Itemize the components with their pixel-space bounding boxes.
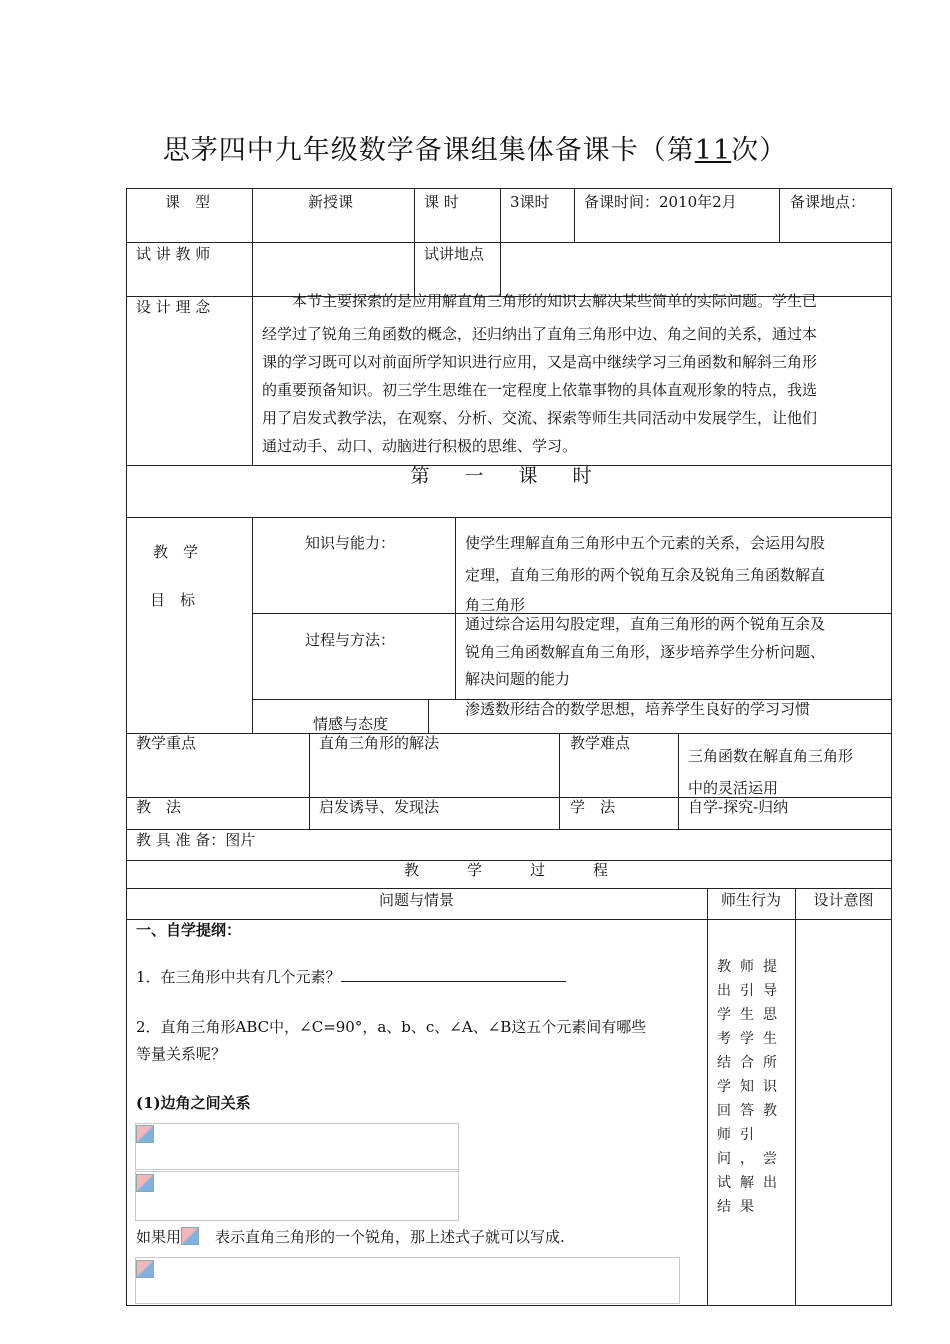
teach-method-value: 启发诱导、发现法 bbox=[319, 798, 440, 816]
section-heading: 一、自学提纲： bbox=[136, 921, 242, 939]
design-line: 本节主要探索的是应用解直角三角形的知识去解决某些简单的实际问题。学生已 bbox=[262, 292, 818, 310]
knowledge-label: 知识与能力： bbox=[305, 534, 396, 552]
process-heading: 教 学 过 程 bbox=[403, 861, 614, 879]
prep-place: 备课地点： bbox=[790, 193, 866, 211]
note-line: 如果用 表示直角三角形的一个锐角，那上述式子就可以写成. bbox=[136, 1228, 565, 1246]
design-line-1: 经学过了锐角三角函数的概念，还归纳出了直角三角形中边、角之间的关系，通过本 bbox=[262, 325, 818, 343]
design-line-3: 的重要预备知识。初三学生思维在一定程度上依靠事物的具体直观形象的特点，我选 bbox=[262, 381, 818, 399]
process-line: 通过综合运用勾股定理，直角三角形的两个锐角互余及 bbox=[465, 615, 826, 633]
question-1: 1．在三角形中共有几个元素？ bbox=[136, 966, 566, 987]
emotion-label: 情感与态度 bbox=[313, 715, 389, 733]
trial-teacher-label: 试 讲 教 师 bbox=[136, 245, 211, 263]
teach-method-label: 教 法 bbox=[136, 798, 182, 816]
knowledge-line: 定理，直角三角形的两个锐角互余及锐角三角函数解直 bbox=[465, 566, 826, 584]
goals-label-2: 目 标 bbox=[150, 591, 196, 609]
key-point-label: 教学重点 bbox=[136, 734, 197, 752]
column-problem: 问题与情景 bbox=[378, 891, 454, 909]
emotion-text: 渗透数形结合的数学思想，培养学生良好的学习习惯 bbox=[465, 700, 811, 718]
column-behavior: 师生行为 bbox=[720, 891, 781, 909]
question-2-line-2: 等量关系呢？ bbox=[136, 1045, 227, 1063]
formula-image-frame-2 bbox=[135, 1171, 459, 1221]
process-line: 锐角三角函数解直角三角形，逐步培养学生分析问题、 bbox=[465, 643, 826, 661]
difficulty-line: 中的灵活运用 bbox=[688, 779, 779, 797]
difficulty-label: 教学难点 bbox=[570, 734, 631, 752]
knowledge-line: 角三角形 bbox=[465, 596, 526, 614]
goals-label-1: 教 学 bbox=[153, 543, 199, 561]
learn-method-label: 学 法 bbox=[570, 798, 616, 816]
design-line-5: 通过动手、动口、动脑进行积极的思维、学习。 bbox=[262, 437, 578, 455]
broken-image-icon bbox=[136, 1260, 154, 1278]
type-value: 新授课 bbox=[308, 193, 354, 211]
subheading-edge-angle: (1)边角之间关系 bbox=[136, 1094, 251, 1112]
broken-image-icon bbox=[181, 1227, 199, 1245]
design-line-4: 用了启发式教学法，在观察、分析、交流、探索等师生共同活动中发展学生，让他们 bbox=[262, 409, 818, 427]
process-label: 过程与方法： bbox=[305, 631, 396, 649]
formula-image-frame-1 bbox=[135, 1123, 459, 1170]
hours-label: 课 时 bbox=[424, 193, 459, 211]
lesson-number: 11 bbox=[694, 135, 732, 166]
process-line: 解决问题的能力 bbox=[465, 670, 571, 688]
design-text bbox=[262, 291, 887, 311]
design-line-2: 课的学习既可以对前面所学知识进行应用，又是高中继续学习三角函数和解斜三角形 bbox=[262, 353, 818, 371]
difficulty-line: 三角函数在解直角三角形 bbox=[688, 747, 854, 765]
design-label: 设 计 理 念 bbox=[136, 298, 211, 316]
question-2-line-1: 2．直角三角形ABC中，∠C=90°，a、b、c、∠A、∠B这五个元素间有哪些 bbox=[136, 1018, 647, 1036]
answer-blank[interactable] bbox=[341, 966, 566, 982]
broken-image-icon bbox=[136, 1174, 154, 1192]
broken-image-icon bbox=[136, 1125, 154, 1143]
prep-time: 备课时间：2010年2月 bbox=[584, 193, 737, 211]
type-label: 课 型 bbox=[165, 193, 211, 211]
behavior-text: 教师提出引导学生思考学生结合所学知识回答教师引问，尝试解出结果 bbox=[717, 959, 786, 1215]
hours-value: 3课时 bbox=[510, 193, 550, 211]
trial-place-label: 试讲地点 bbox=[424, 245, 485, 263]
key-point-value: 直角三角形的解法 bbox=[319, 734, 440, 752]
formula-image-frame-3 bbox=[135, 1257, 680, 1304]
column-intent: 设计意图 bbox=[813, 891, 874, 909]
tools-text: 教 具 准 备：图片 bbox=[136, 831, 256, 849]
learn-method-value: 自学-探究-归纳 bbox=[688, 798, 789, 816]
page-title: 思茅四中九年级数学备课组集体备课卡（第11次） bbox=[162, 135, 788, 166]
knowledge-line: 使学生理解直角三角形中五个元素的关系，会运用勾股 bbox=[465, 534, 826, 552]
lesson-heading: 第 一 课 时 bbox=[410, 465, 600, 487]
